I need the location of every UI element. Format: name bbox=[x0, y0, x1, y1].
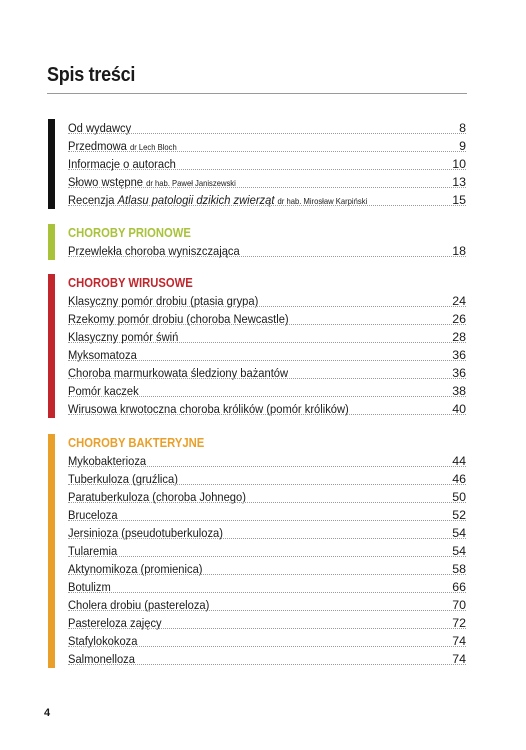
entry-page: 9 bbox=[459, 139, 466, 153]
toc-entry[interactable] bbox=[68, 542, 466, 560]
section-bacterial bbox=[48, 434, 466, 668]
entry-page: 58 bbox=[452, 562, 466, 576]
entry-author: dr hab. Paweł Janiszewski bbox=[146, 178, 236, 188]
title-divider bbox=[47, 93, 467, 94]
entry-page: 15 bbox=[452, 193, 466, 207]
entry-title: Paratuberkuloza (choroba Johnego) bbox=[68, 490, 246, 504]
toc-entry[interactable] bbox=[68, 155, 466, 173]
dot-leader bbox=[68, 169, 466, 170]
entry-title: Tuberkuloza (gruźlica) bbox=[68, 472, 178, 486]
entry-page: 28 bbox=[452, 330, 466, 344]
entry-title: Tularemia bbox=[68, 544, 118, 558]
toc-entry[interactable] bbox=[68, 452, 466, 470]
section-bar-viral bbox=[48, 274, 55, 418]
dot-leader bbox=[68, 520, 466, 521]
dot-leader bbox=[68, 574, 466, 575]
toc-entry[interactable] bbox=[68, 470, 466, 488]
entry-title: Salmonelloza bbox=[68, 652, 135, 666]
entry-page: 54 bbox=[452, 526, 466, 540]
entry-title: Słowo wstępne bbox=[68, 175, 144, 189]
section-viral bbox=[48, 274, 466, 418]
toc-entry[interactable] bbox=[68, 524, 466, 542]
entry-page: 24 bbox=[452, 294, 466, 308]
toc-entry[interactable] bbox=[68, 506, 466, 524]
toc-entry[interactable] bbox=[68, 119, 466, 137]
toc-entry[interactable] bbox=[68, 310, 466, 328]
page-title: Spis treści bbox=[47, 64, 136, 86]
entry-title: Stafylokokoza bbox=[68, 634, 138, 648]
entry-page: 70 bbox=[452, 598, 466, 612]
entry-page: 36 bbox=[452, 366, 466, 380]
entry-title: Cholera drobiu (pastereloza) bbox=[68, 598, 210, 612]
dot-leader bbox=[68, 610, 466, 611]
entry-page: 54 bbox=[452, 544, 466, 558]
entry-page: 66 bbox=[452, 580, 466, 594]
entry-title: Pomór kaczek bbox=[68, 384, 139, 398]
section-heading-viral: CHOROBY WIRUSOWE bbox=[68, 276, 193, 290]
toc-entry[interactable] bbox=[68, 560, 466, 578]
entry-page: 36 bbox=[452, 348, 466, 362]
dot-leader bbox=[68, 538, 466, 539]
toc-entry[interactable] bbox=[68, 292, 466, 310]
section-prion bbox=[48, 224, 466, 260]
entry-title: Informacje o autorach bbox=[68, 157, 176, 171]
entry-page: 74 bbox=[452, 634, 466, 648]
entry-title: Botulizm bbox=[68, 580, 111, 594]
entry-page: 72 bbox=[452, 616, 466, 630]
toc-entry[interactable] bbox=[68, 596, 466, 614]
toc-entry[interactable] bbox=[68, 382, 466, 400]
entry-title: Klasyczny pomór świń bbox=[68, 330, 179, 344]
entry-page: 44 bbox=[452, 454, 466, 468]
entry-title: Rzekomy pomór drobiu (choroba Newcastle) bbox=[68, 312, 289, 326]
entry-page: 52 bbox=[452, 508, 466, 522]
entry-author: dr Lech Bloch bbox=[129, 142, 177, 152]
dot-leader bbox=[68, 133, 466, 134]
dot-leader bbox=[68, 646, 466, 647]
toc-entry[interactable] bbox=[68, 650, 466, 668]
dot-leader bbox=[68, 342, 466, 343]
dot-leader bbox=[68, 592, 466, 593]
toc-entry[interactable] bbox=[68, 137, 466, 155]
toc-entry[interactable] bbox=[68, 328, 466, 346]
entry-page: 10 bbox=[452, 157, 466, 171]
entry-title: Jersinioza (pseudotuberkuloza) bbox=[68, 526, 223, 540]
entry-title: Klasyczny pomór drobiu (ptasia grypa) bbox=[68, 294, 259, 308]
dot-leader bbox=[68, 256, 466, 257]
entry-page: 46 bbox=[452, 472, 466, 486]
entry-title: Od wydawcy bbox=[68, 121, 132, 135]
entry-title: Mykobakterioza bbox=[68, 454, 147, 468]
entry-title: Przedmowa bbox=[68, 139, 127, 153]
entry-page: 26 bbox=[452, 312, 466, 326]
entry-italic-title: Atlasu patologii dzikich zwierząt bbox=[117, 193, 275, 207]
toc-entry[interactable] bbox=[68, 173, 466, 191]
entry-page: 8 bbox=[459, 121, 466, 135]
dot-leader bbox=[68, 484, 466, 485]
dot-leader bbox=[68, 502, 466, 503]
dot-leader bbox=[68, 396, 466, 397]
dot-leader bbox=[68, 414, 466, 415]
section-bar-bacterial bbox=[48, 434, 55, 668]
toc-entry[interactable] bbox=[68, 400, 466, 418]
entry-title: Myksomatoza bbox=[68, 348, 137, 362]
entry-title: Przewlekła choroba wyniszczająca bbox=[68, 244, 240, 258]
dot-leader bbox=[68, 664, 466, 665]
section-intro bbox=[48, 119, 466, 209]
entry-page: 40 bbox=[452, 402, 466, 416]
entry-title: Aktynomikoza (promienica) bbox=[68, 562, 203, 576]
toc-entry[interactable] bbox=[68, 346, 466, 364]
dot-leader bbox=[68, 628, 466, 629]
dot-leader bbox=[68, 187, 466, 188]
dot-leader bbox=[68, 324, 466, 325]
page-number: 4 bbox=[44, 707, 51, 719]
entry-title: Recenzja bbox=[68, 193, 115, 207]
entry-title: Pastereloza zajęcy bbox=[68, 616, 162, 630]
entry-title: Choroba marmurkowata śledziony bażantów bbox=[68, 366, 289, 380]
section-bar-prion bbox=[48, 224, 55, 260]
section-heading-bacterial: CHOROBY BAKTERYJNE bbox=[68, 436, 205, 450]
entry-author: dr hab. Mirosław Karpiński bbox=[277, 196, 368, 206]
toc-entry[interactable] bbox=[68, 632, 466, 650]
dot-leader bbox=[68, 151, 466, 152]
entry-page: 74 bbox=[452, 652, 466, 666]
dot-leader bbox=[68, 360, 466, 361]
section-bar-intro bbox=[48, 119, 55, 209]
toc-entry[interactable] bbox=[68, 242, 466, 260]
entry-page: 50 bbox=[452, 490, 466, 504]
toc-entry[interactable] bbox=[68, 364, 466, 382]
section-heading-prion: CHOROBY PRIONOWE bbox=[68, 226, 191, 240]
entry-page: 13 bbox=[452, 175, 466, 189]
entry-title: Bruceloza bbox=[68, 508, 118, 522]
entry-page: 38 bbox=[452, 384, 466, 398]
entry-title: Wirusowa krwotoczna choroba królików (pomór królików) bbox=[68, 402, 349, 416]
toc-entry[interactable] bbox=[68, 614, 466, 632]
entry-page: 18 bbox=[452, 244, 466, 258]
toc-entry[interactable] bbox=[68, 578, 466, 596]
dot-leader bbox=[68, 466, 466, 467]
dot-leader bbox=[68, 205, 466, 206]
dot-leader bbox=[68, 378, 466, 379]
dot-leader bbox=[68, 306, 466, 307]
toc-entry[interactable] bbox=[68, 488, 466, 506]
dot-leader bbox=[68, 556, 466, 557]
toc-entry[interactable] bbox=[68, 191, 466, 209]
